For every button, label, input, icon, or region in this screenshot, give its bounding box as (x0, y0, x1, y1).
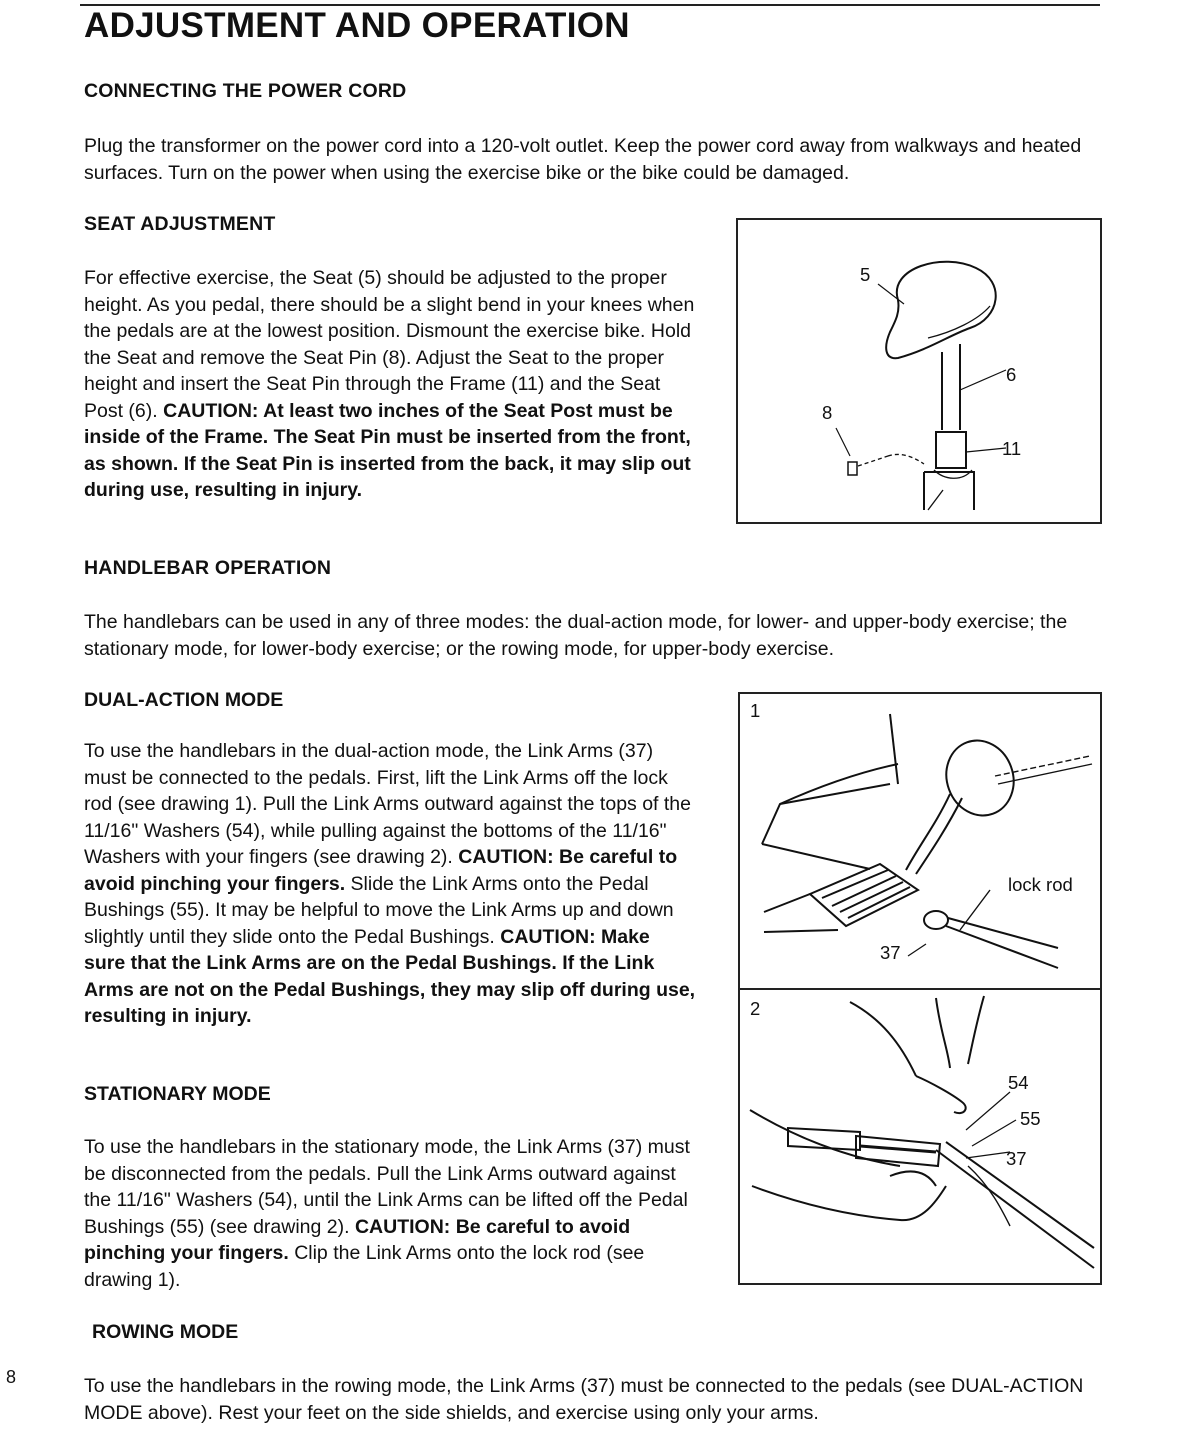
drawing-1-number: 1 (750, 700, 761, 721)
dual-action-instructions-b: Slide the Link Arms onto the Pedal Bushings (55). It may be helpful to move the Link Arms up and down slightly until they slide onto the Pedal Bushings. (84, 872, 674, 948)
handlebar-figures (738, 692, 1102, 1285)
handlebar-text: The handlebars can be used in any of three modes: the dual-action mode, for lower- and upper-body exercise; the stationary mode, for lower-body exercise; or the rowing mode, for upper-body exercise. (84, 611, 1068, 660)
handlebar-heading: HANDLEBAR OPERATION (84, 557, 332, 579)
seat-callout-6: 6 (1006, 364, 1017, 385)
seat-callout-5: 5 (860, 264, 871, 285)
seat-instructions: For effective exercise, the Seat (5) should be adjusted to the proper height. As you pedal, there should be a slight bend in your knees when the pedals are at the lowest position. Dismount the exercise bike. Hold the Seat and remove the Seat Pin (8). Adjust the Seat to the proper height and insert the Seat Pin through the Frame (11) and the Seat Post (6). (84, 267, 695, 422)
seat-callout-8: 8 (822, 402, 833, 423)
seat-caution: CAUTION: At least two inches of the Seat Post must be inside of the Frame. The Seat Pin must be inserted from the front, as shown. If the Seat Pin is inserted from the back, it may slip out during use, resulting in injury. (84, 399, 691, 501)
drawing-2-number: 2 (750, 998, 761, 1019)
seat-callout-11: 11 (1002, 438, 1022, 459)
seat-figure (736, 218, 1102, 524)
dual-action-heading: DUAL-ACTION MODE (84, 689, 284, 711)
power-cord-text: Plug the transformer on the power cord into a 120-volt outlet. Keep the power cord away from walkways and heated surfaces. Turn on the power when using the exercise bike or the bike could be damaged. (84, 135, 1082, 184)
rowing-heading: ROWING MODE (92, 1321, 239, 1343)
page-number: 8 (6, 1367, 17, 1387)
page-title: ADJUSTMENT AND OPERATION (84, 6, 630, 45)
stationary-caution: CAUTION: Be careful to avoid pinching your fingers. (84, 1215, 631, 1264)
drawing-1-callout-37: 37 (880, 942, 901, 963)
stationary-instructions-b: Clip the Link Arms onto the lock rod (see drawing 1). (84, 1242, 645, 1291)
dual-action-caution-b: CAUTION: Make sure that the Link Arms are on the Pedal Bushings. If the Link Arms are not on the Pedal Bushings, they may slip off during use, resulting in injury. (84, 925, 696, 1027)
dual-action-instructions-a: To use the handlebars in the dual-action mode, the Link Arms (37) must be connected to the pedals. First, lift the Link Arms off the lock rod (see drawing 1). Pull the Link Arms outward against the tops of the 11/16" Washers (54), while pulling against the bottoms of the 11/16" Washers with your fingers (see drawing 2). (84, 740, 691, 868)
seat-drawing (738, 220, 1100, 522)
drawing-1-lock-rod (740, 694, 1100, 988)
drawing-2-callout-55: 55 (1020, 1108, 1041, 1129)
dual-action-text (84, 738, 696, 1030)
drawing-2-callout-54: 54 (1008, 1072, 1029, 1093)
dual-action-caution-a: CAUTION: Be careful to avoid pinching your fingers. (84, 846, 678, 895)
drawing-1-lock-rod-label: lock rod (1008, 874, 1073, 895)
seat-text (84, 265, 704, 504)
seat-heading: SEAT ADJUSTMENT (84, 213, 276, 235)
power-cord-heading: CONNECTING THE POWER CORD (84, 80, 407, 102)
stationary-heading: STATIONARY MODE (84, 1083, 271, 1105)
stationary-instructions-a: To use the handlebars in the stationary mode, the Link Arms (37) must be disconnected from the pedals. Pull the Link Arms outward against the 11/16" Washers (54), until the Link Arms can be lifted off the Pedal Bushings (55) (see drawing 2). (84, 1136, 690, 1238)
drawing-2-washers (740, 990, 1100, 1284)
drawing-2-callout-37: 37 (1006, 1148, 1027, 1169)
stationary-text (84, 1134, 698, 1293)
rowing-text: To use the handlebars in the rowing mode, the Link Arms (37) must be connected to the pedals (see DUAL-ACTION MODE above). Rest your feet on the side shields, and exercise using only your arms. (84, 1375, 1084, 1424)
